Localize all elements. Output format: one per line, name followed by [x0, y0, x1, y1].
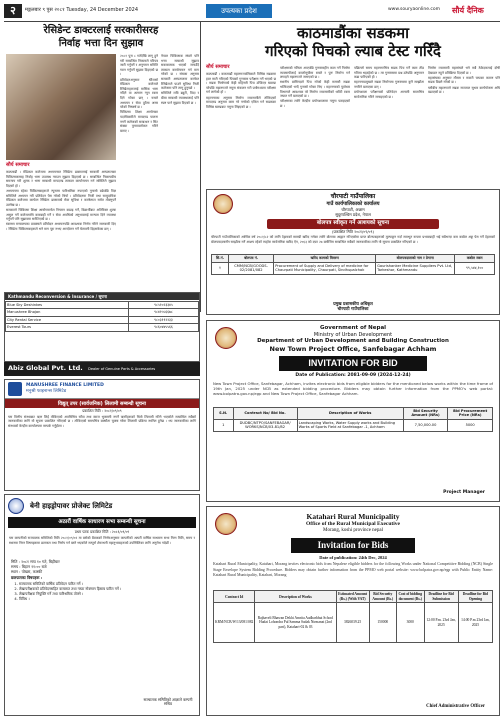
list-item: 2. लेखापरीक्षकको प्रतिवेदनसहित वासलात तथा नाफा नोक्सान हिसाब पारित गर्ने ।: [19, 587, 193, 592]
newspaper-logo: सौर्य दैनिक: [452, 6, 484, 15]
finance-date: प्रकाशित मिति : २०८१/०९/०९: [82, 409, 122, 414]
abiz-banner: [4, 362, 200, 376]
page-number: २: [4, 4, 22, 18]
table-row: 1 DUDBC/NTPO/SANFEBAGAR/ WORKS/NCB/03-81/82 Landscaping Works, Water Supply works and Building Works of Sports Field at Sanfebagar -1, Achham 7,50,000.00 5000: [214, 419, 493, 431]
katahari-header: [207, 507, 499, 535]
beni-header: [5, 495, 199, 517]
left-story-col2: २०८१ पुस ८ गतेदेखि लागू हुने गरी सम्बन्धित निकायले परिपत्र जारी गर्नुपर्ने र अनुगमन समिति गठन गर्नुपर्ने सुझाव दिइएको छ । प्रतिवेदनअनुसार धेरैजसो मेडिकल कलेजले रेसिडेन्टहरूलाई मासिक भत्ता नदिने वा अत्यन्त न्यून रकम दिने गरेका छन् । यसले अध्ययन र सेवा दुवैमा असर परेको निष्कर्ष छ । चिकित्सा शिक्षा आयोगका पदाधिकारीले मापदण्ड पालना नगर्ने कलेजको सम्बन्धन र सिट संख्या पुनरावलोकन गरिने बताए ।: [120, 54, 158, 133]
chaurpati-signature: प्रमुख प्रशासकीय अधिकृत चौरपाटी गाउँपालिका: [333, 300, 373, 311]
nepal-emblem-icon: [215, 327, 237, 349]
sanfebagar-table: [213, 407, 493, 432]
main-story-title-line1: काठमाडौंका सडकमा: [296, 24, 410, 42]
main-story-col4: निर्माण व्यवसायी महासंघले भने सबै ठेकेदारलाई दोषी देखाउन नहुने प्रतिक्रिया दिएको छ । महासंघका अनुसार मौसम र सवारी चापका कारण पनि सडक बिग्रने गरेको छ । यसैबीच महानगरले सडक सञ्जाल सुधार कार्ययोजना अघि बढाएको छ ।: [428, 66, 500, 95]
table-header-row: सि.नं. बोलपत्र नं. खरिद कामको विवरण बोलपत्रदाताको नाम र ठेगाना कबोल रकम: [212, 255, 495, 262]
finance-title: विद्युत् उपर (सार्वजनिक) लिलामी सम्बन्धी सूचना: [5, 399, 199, 408]
main-story-col3: पछिल्लो समय महानगरभित्र सडक पिच गर्ने काम तीव्र गतिमा भइरहेको छ । तर गुणस्तरमा प्रश्न उठेपछि अनुगमन कडा पारिएको हो । महानगरप्रमुखले सडक निर्माणमा गुणस्तरमा कुनै सम्झौता नगरिने बताएका छन् । प्रयोगशाला परीक्षणको प्रतिवेदन आगामी साताभित्र सार्वजनिक गरिने जनाइएको छ ।: [354, 66, 424, 99]
sanfebagar-signature: Project Manager: [443, 490, 485, 496]
list-item: 1. सञ्चालक समितिको वार्षिक प्रतिवेदन पारित गर्ने ।: [19, 582, 193, 587]
header-rule: [4, 21, 500, 22]
chaurpati-province: सुदूरपश्चिम प्रदेश, नेपाल: [335, 211, 371, 217]
main-story-title: [206, 24, 500, 60]
chaurpati-header: [207, 190, 499, 217]
table-row: City Rental Service ९८०३११२२३३: [6, 316, 199, 323]
finance-company: MANUSHREE FINANCE LIMITED: [26, 383, 104, 389]
beni-notice: [4, 494, 200, 716]
chaurpati-date: (प्रकाशित मिति २०८१/०९/०९): [332, 228, 374, 234]
chaurpati-org: चौरपाटी गाउँपालिका: [330, 193, 376, 200]
nepal-emblem-icon: [213, 194, 233, 214]
chaurpati-office2: चौरपाटी, अछाम: [341, 206, 365, 212]
left-story-title: [4, 24, 198, 50]
katahari-signature: Chief Administrative Officer: [426, 704, 485, 710]
beni-signature: सञ्चालक समितिको आज्ञाले कम्पनी सचिव: [143, 696, 193, 707]
table-row: १ CMM/NCB/GOODS-02/2081/082 Procurement of Supply and Delivery of medicine for Chaurpati Municipality, Chaurpati, Sindhupalchok Gaurishanker Medicine Suppliers Pvt. Ltd, Tarkeshor, Kathmandu ९९,५४४,१००: [212, 262, 495, 274]
main-byline-text: सौर्य समाचार: [206, 64, 230, 70]
classified-box: [4, 292, 200, 362]
table-row: Blue Sky Deshinkes ९८५१०२३३४५: [6, 302, 199, 309]
main-story-col2: परीक्षणको नतिजा आएपछि गुणस्तरहीन काम गर्ने निर्माण व्यवसायीलाई कालोसूचीमा राख्ने र पुनः निर्माण गर्न लगाइने महानगरले जनाएको छ । स्थानीय बासिन्दाले पिच गरेको केही समयमै सडक भत्किएको भन्दै गुनासो गरेका थिए । महानगरको पूर्वाधार विभागले आवश्यक परे निर्माण व्यवसायीको धरौटी रकम जफत गर्ने बताएको छ । परीक्षणका लागि केन्द्रीय प्रयोगशालामा नमूना पठाइएको छ ।: [280, 66, 350, 108]
sanfebagar-office: New Town Project Office, Sanfebagar Achham: [269, 345, 437, 353]
chaurpati-title: बोलपत्र स्वीकृत गर्ने आशयको सूचना: [267, 219, 439, 229]
finance-notice: [4, 379, 200, 491]
beni-agenda-title: छलफलका विषयहरू :: [11, 575, 43, 581]
sanfebagar-date: Date of Publication: 2081-09-09 (2024-12-24): [295, 373, 411, 379]
section-tag: उपत्यका प्रदेश: [206, 4, 272, 18]
table-row: Everest Tours ९८६०४४५५६६: [6, 324, 199, 331]
finance-logo-icon: [8, 382, 22, 396]
abiz-tagline: Dealer of Genuine Parts & Accessories: [88, 367, 156, 371]
sanfebagar-notice: [206, 320, 500, 502]
finance-company-np: मनुश्री फाइनान्स लिमिटेड: [26, 389, 67, 394]
katahari-date: Date of publication: 24th Dec, 2024: [319, 554, 387, 560]
left-byline-text: सौर्य समाचार: [6, 162, 30, 168]
classified-title: Kathmandu Reconversion & Insurance / सूचना: [5, 293, 199, 300]
beni-title: अठारौं वार्षिक साधारण सभा सम्बन्धी सूचना: [8, 517, 196, 528]
column-divider: [200, 22, 201, 312]
left-story-col1: काठमाडौं । मेडिकल कलेजमा अध्ययनरत रेसिडेन्ट डाक्टरलाई सरकारी अस्पतालका चिकित्सकसरह निर्वाह भत्ता उपलब्ध गराउन सुझाव दिइएको छ । सम्बन्धित निकायबीच समन्वय गरी शुल्क र भत्ता सम्बन्धी मापदण्ड तत्काल कार्यान्वयन गर्न समितिले सुझाव दिएको हो । अध्ययनमा रहेका चिकित्सकहरूले न्यूनतम पारिश्रमिक नपाएको गुनासो बढेपछि विज्ञ समितिले अध्ययन गरी प्रतिवेदन पेस गरेको थियो । प्रतिवेदनमा निजी तथा सामुदायिक मेडिकल कलेजमा कार्यरत रेसिडेन्ट डाक्टरको सेवा सुविधा र कार्यघण्टा समेत तोक्नुपर्ने उल्लेख छ । सरकारले चिकित्सा शिक्षा आयोगमार्फत नियमन कडाइ गर्ने, विद्यार्थीबाट अतिरिक्त शुल्क असुल गर्ने कलेजमाथि कारबाही गर्ने र सेवा अवधिको अनुभवलाई मान्यता दिने व्यवस्था गर्नुपर्ने पनि सुझावमा समेटिएको छ । स्वास्थ्य मन्त्रालयका प्रवक्ताले प्रतिवेदन अध्ययनपछि आवश्यक निर्णय गरिने जानकारी दिए । रेसिडेन्ट चिकित्सकहरूले भने माग पूरा नभए आन्दोलन गर्ने चेतावनी दिइसकेका छन् ।: [6, 170, 116, 231]
katahari-notice: [206, 506, 500, 716]
finance-header: [5, 380, 199, 399]
beni-meeting-details: मिति : २०८१ माघ १० गते, बिहीबार समय : बिहान ११:०० बजे स्थान : पोखरा, कास्की: [11, 559, 60, 575]
chaurpati-office: गाउँ कार्यपालिकाको कार्यालय: [326, 200, 380, 207]
chaurpati-notice: [206, 189, 500, 315]
beni-logo-icon: [8, 498, 24, 514]
website-link[interactable]: www.souryaonline.com: [388, 7, 441, 12]
beni-date: प्रथम पटक प्रकाशित मिति : २०८१/०९/०९: [74, 529, 130, 534]
left-story-col3: नेपाल चिकित्सक संघले पनि भत्ता सम्बन्धी सुझाव सकारात्मक भएको जनाउँदै तत्काल कार्यान्वयन गर्न माग गरेको छ । संघका अनुसार सरकारी अस्पतालमा कार्यरत रेसिडेन्टले पाउने सुविधा निजी कलेजमा पनि लागू हुनुपर्छ । समितिले रात्रि ड्युटी, विदा र बीमा सम्बन्धी व्यवस्थालाई पनि स्पष्ट पार्न सुझाव दिएको छ ।: [161, 54, 199, 105]
list-item: 4. विविध ।: [19, 597, 193, 602]
sanfebagar-header: [207, 321, 499, 353]
katahari-body: Katahari Rural Municipality, Katahari, Morang invites electronic bids from Nepalese eligible bidders for the following Works under National Competitive Bidding (NCB) Single Stage Envelope System Bidding Procedure. Bidders may obtain further information from the PPMO web portal website: www.bolpatra.gov.np/egp with Public Entity Name: Katahari Rural Municipality, Katahari, Morang: [213, 562, 493, 577]
header-date: मङ्गलबार ९ पुस २०८१ Tuesday, 24 December 2024: [25, 7, 139, 13]
main-byline: [206, 64, 230, 70]
sanfebagar-gov: Government of Nepal: [319, 325, 387, 331]
beni-company: बेनी हाइड्रोपावर प्रोजेक्ट लिमिटेड: [30, 501, 113, 510]
table-row: Manushree Bhojan ९८४१५५६६७८: [6, 309, 199, 316]
katahari-office: Office of the Rural Municipal Executive: [306, 521, 400, 528]
katahari-title: Invitation for Bids: [291, 538, 415, 553]
katahari-table: [213, 590, 493, 643]
list-item: 3. लेखापरीक्षक नियुक्ति गर्ने तथा पारिश्रमिक तोक्ने ।: [19, 592, 193, 597]
beni-body: यस कम्पनीको सञ्चालक समितिको मिति २०८१/०९/०२ मा बसेको बैठकको निर्णयअनुसार कम्पनीको अठारौं वार्षिक साधारण सभा निम्न मिति, समय र स्थानमा निम्न विषयहरूमा छलफल तथा निर्णय गर्न बस्ने भएकोले सम्पूर्ण शेयरधनी महानुभावहरूको उपस्थितिका लागि अनुरोध गर्दछौं ।: [9, 536, 195, 545]
abiz-name: Abiz Global Pvt. Ltd.: [8, 364, 83, 372]
left-byline: [6, 162, 30, 168]
katahari-org: Katahari Rural Municipality: [306, 512, 400, 521]
beni-agenda-list: [5, 582, 199, 602]
katahari-address: Morang, koshi province nepal: [323, 528, 383, 534]
sanfebagar-ministry: Ministry of Urban Development: [313, 331, 393, 338]
table-header-row: Contract Id Description of Works Estimated Amount (Rs.) (With VAT) Bid Security Amount (Rs.) Cost of bidding document (Rs.) Deadline for Bid Submission Deadline for Bid Opening: [214, 591, 493, 603]
chaurpati-table: [211, 254, 495, 274]
sanfebagar-dept: Department of Urban Development and Building Construction: [257, 338, 449, 345]
nepal-emblem-icon: [215, 513, 237, 535]
finance-body: यस वित्तीय संस्थाबाट ऋण लिई तोकिएको अवधिभित्र साँवा तथा ब्याज भुक्तानी नगर्ने ऋणीहरूको धितो लिलामी गरिने भएकोले सम्बन्धित सबैको जानकारीका लागि यो सूचना प्रकाशित गरिएको छ । तोकिएको समयभित्र बक्यौता चुक्ता गरेमा लिलामी प्रक्रिया स्थगित हुनेछ । थप जानकारीका लागि संस्थाको केन्द्रीय कार्यालयमा सम्पर्क गर्नुहोला ।: [8, 414, 196, 428]
main-story-title-line2: गरिएको पिचको ल्याब टेस्ट गरिँदै: [265, 42, 441, 60]
table-row: KRM/NCB/W/13/081/082 Rajhaveli Bhawan Dekhi Amrita Aadharbhut School Hudai Lohondra Pul Samma Sadak Nirmanat (2nd part), Katahari-02 & 03 3826039.25 150000 3000 12:00 P.m. 23rd Jan, 2025 14:00 P.m 23rd Jan, 2025: [214, 603, 493, 643]
doctor-photo: [6, 54, 116, 160]
left-story-title-line1: रेसिडेन्ट डाक्टरलाई सरकारीसरह: [43, 25, 159, 36]
chaurpati-body: चौरपाटी गाउँपालिकाको आर्थिक वर्ष २०८१/८२ को लागि देहायको सामग्री खरिद गर्नका लागि बोलपत्र आह्वान गरिएकोमा प्राप्त बोलपत्रहरूको मूल्याङ्कन गर्दा सारभूत रूपमा प्रभावग्राही भई सबैभन्दा कम कबोल अङ्क पेस गर्ने देहायको बोलपत्रदातासँग सम्झौता गर्ने आशय रहेको व्यहोरा सार्वजनिक खरिद ऐन, २०६३ को दफा २७ बमोजिम सम्बन्धित सबैको जानकारीका लागि यो सूचना प्रकाशित गरिएको छ ।: [211, 235, 495, 244]
main-story-col1: काठमाडौं । काठमाडौं महानगरपालिकाले विभिन्न सडकमा हाल सालै गरिएको पिचको गुणस्तर परीक्षण गर्ने भएको छ । सडक निर्माणको केही महिनामै पिच उप्किएर खाल्डा परेपछि महानगरले नमूना संकलन गरी प्रयोगशाला परीक्षण गर्न लागेको हो । महानगरका अनुसार निर्माण व्यवसायीले तोकिएको मापदण्ड अनुसार काम गरे नगरेको एकिन गर्न सडकका विभिन्न खण्डबाट नमूना लिइएको छ ।: [206, 72, 276, 109]
left-story-title-line2: निर्वाह भत्ता दिन सुझाव: [58, 38, 144, 49]
table-header-row: S.N. Contract No/ Bid No. Description of Works Bid Security Amount (NRs) Bid Procurement Price (NRs): [214, 408, 493, 420]
classified-table: [5, 301, 199, 332]
sanfebagar-body: New Town Project Office, Sanfebagar, Achham, invites electronic bids from eligible bidders for the mentioned below works within the time frame of 19th Jan, 2025 under NCB as extended bidding procedure. Bidders may obtain further information from the PPMO's web portal: www.bolpatra.gov.np/egp and New Town Project Office, Sanfebagar Achham.: [213, 381, 493, 396]
sanfebagar-title: INVITATION FOR BID: [279, 356, 427, 371]
